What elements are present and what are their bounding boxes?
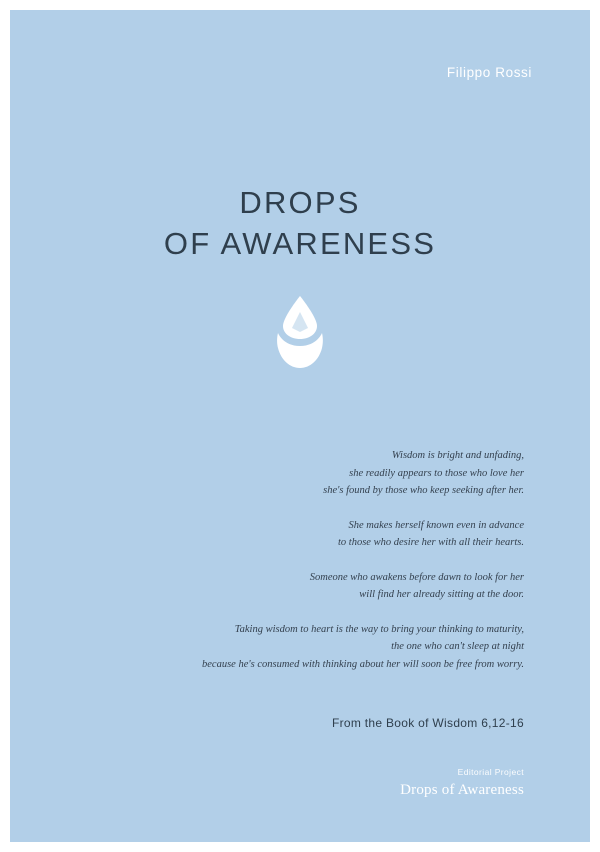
- quote-paragraph: Wisdom is bright and unfading, she readily appears to those who love her she's found by those who keep seeking after her.: [323, 450, 524, 496]
- footer-label: Editorial Project: [457, 767, 524, 777]
- quote-paragraph: She makes herself known even in advance to those who desire her with all their hearts.: [338, 519, 524, 548]
- title-line-2: OF AWARENESS: [163, 226, 437, 261]
- quote-source: From the Book of Wisdom 6,12-16: [331, 716, 524, 730]
- footer-project-name: Drops of Awareness: [400, 782, 524, 798]
- quote-paragraph: Someone who awakens before dawn to look for her will find her already sitting at the door.: [309, 571, 524, 600]
- cover-background: [10, 10, 590, 842]
- page-title: [10, 182, 590, 264]
- quote-block: [80, 447, 524, 673]
- author-name: Filippo Rossi: [446, 65, 532, 80]
- footer-block: [400, 767, 524, 799]
- title-line-1: DROPS: [239, 185, 361, 220]
- water-drop-icon: [265, 292, 335, 372]
- quote-paragraph: Taking wisdom to heart is the way to bring your thinking to maturity, the one who can't sleep at night because he's consumed with thinking about her will soon be free from worry.: [202, 623, 524, 670]
